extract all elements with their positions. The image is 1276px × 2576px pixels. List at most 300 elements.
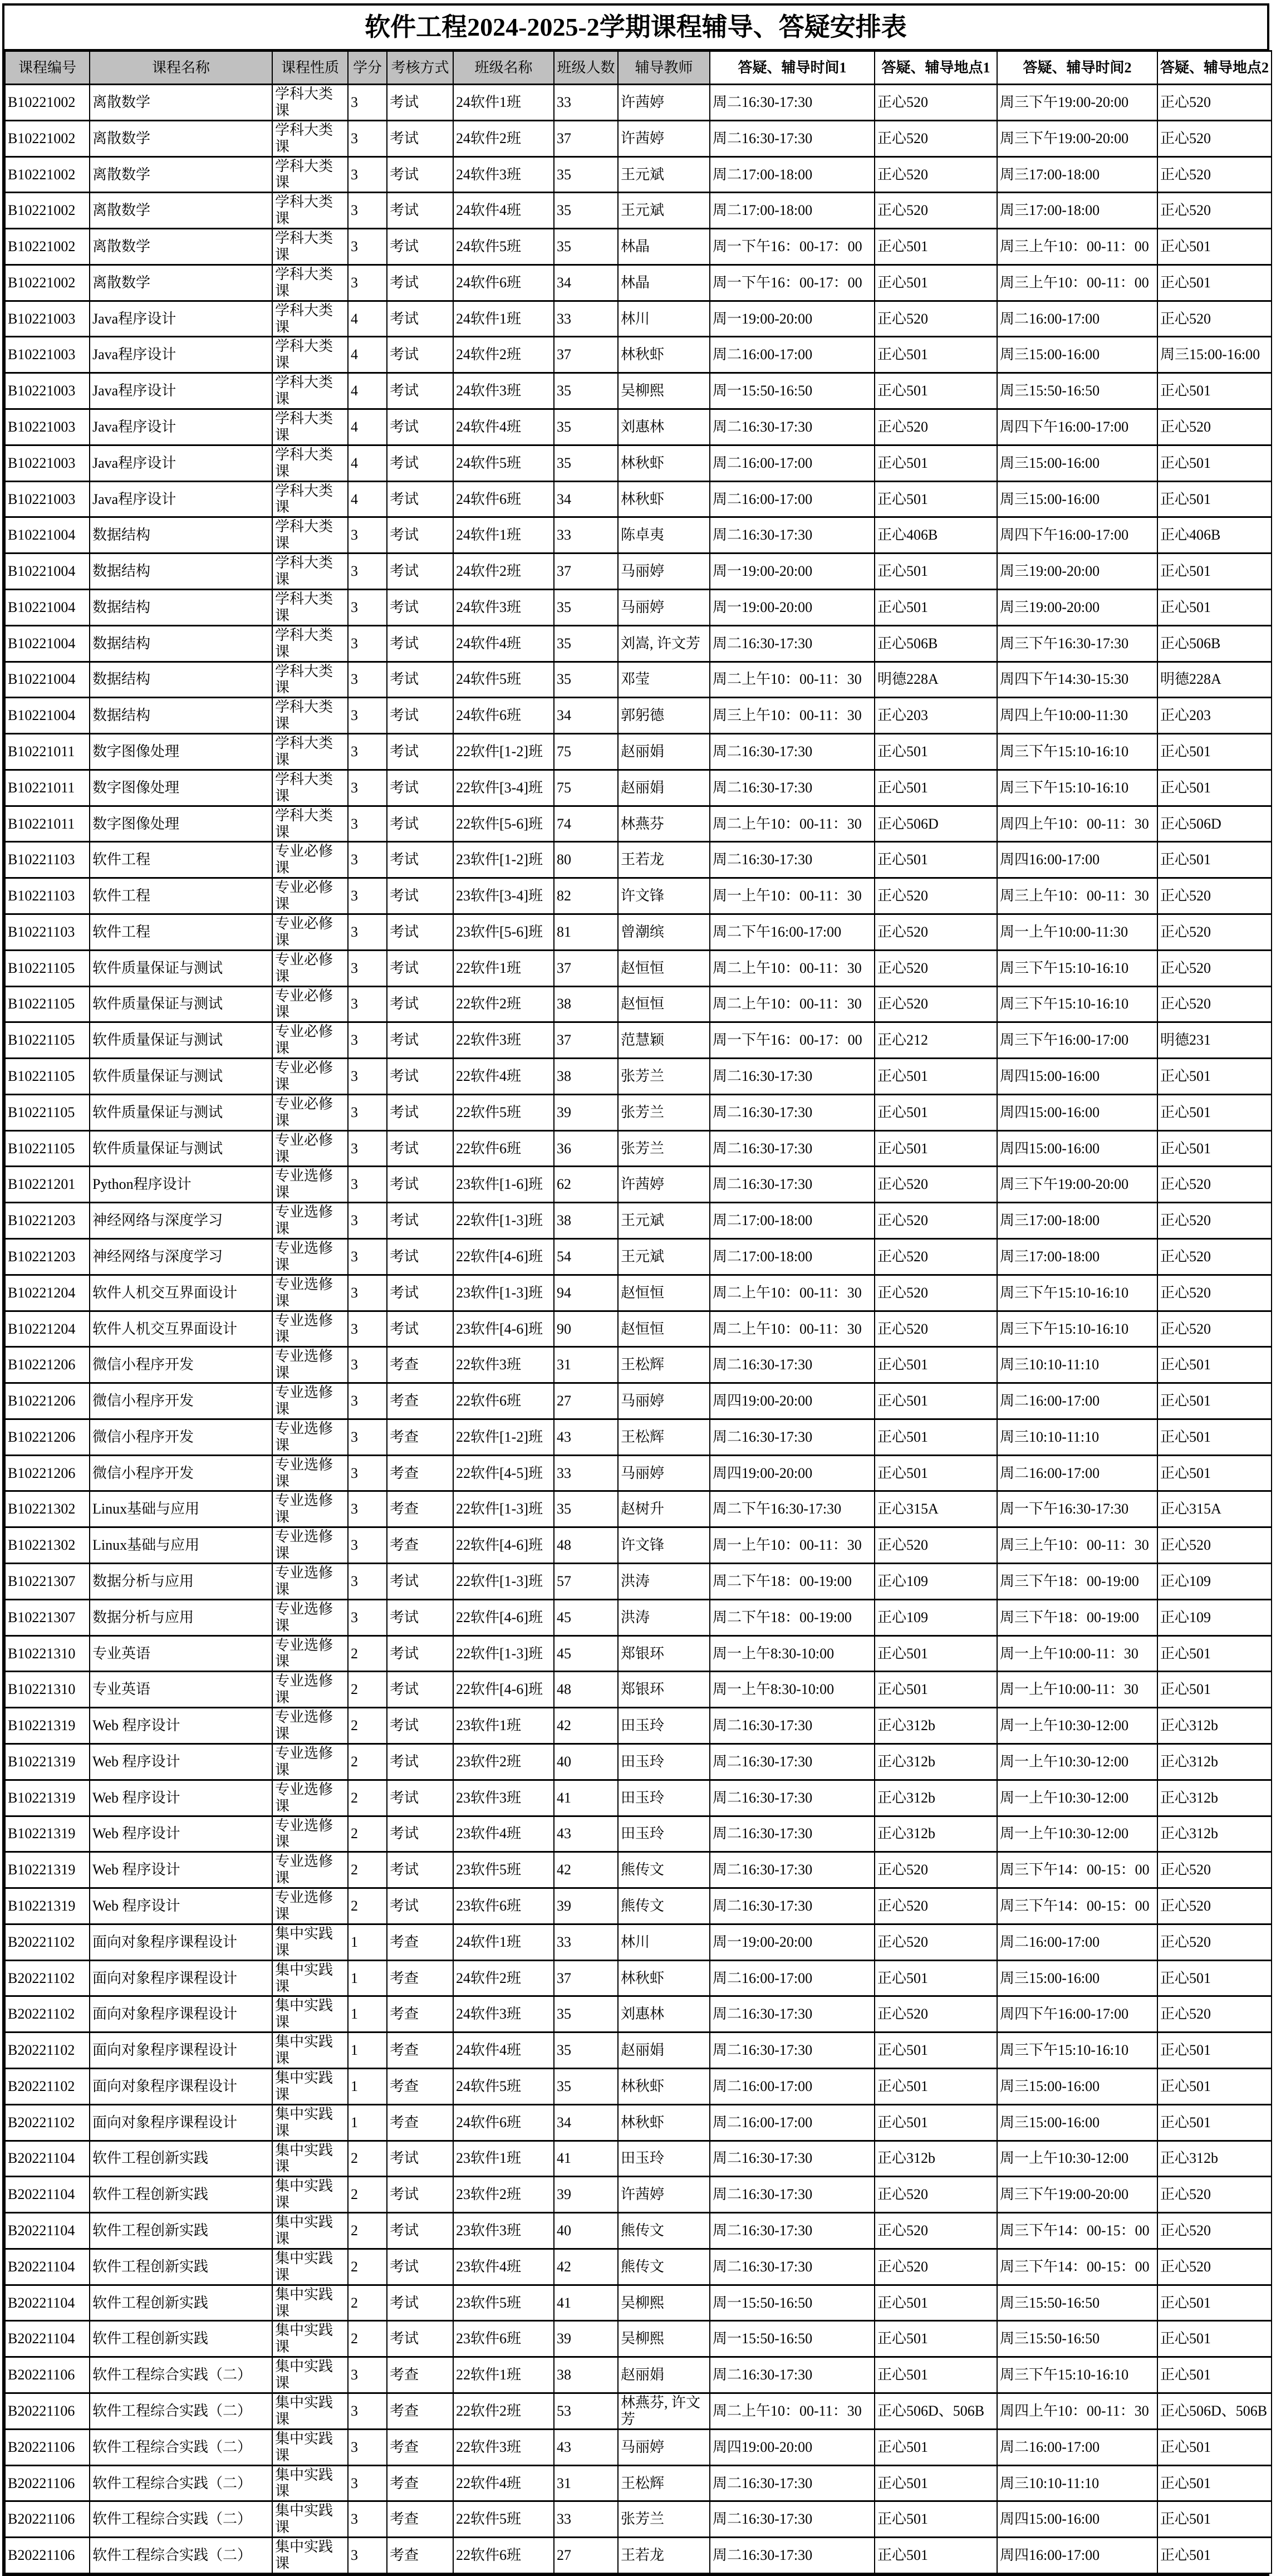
cell: 1 <box>348 1960 387 1996</box>
cell: 专业必修课 <box>272 1130 348 1167</box>
cell: 22软件4班 <box>453 2465 554 2501</box>
cell: 周四16:00-17:00 <box>997 2538 1157 2573</box>
cell: 专业必修课 <box>272 1022 348 1059</box>
cell: 周三17:00-18:00 <box>997 193 1157 229</box>
cell: B10221204 <box>5 1275 90 1311</box>
cell: 洪涛 <box>618 1564 710 1600</box>
cell: 周二16:30-17:30 <box>710 770 875 806</box>
cell: 考试 <box>387 1564 453 1600</box>
cell: 周二16:30-17:30 <box>710 2141 875 2177</box>
cell: 周二16:30-17:30 <box>710 1888 875 1924</box>
cell: 离散数学 <box>90 156 272 193</box>
cell: 3 <box>348 1094 387 1130</box>
cell: B10221302 <box>5 1491 90 1527</box>
cell: 正心501 <box>875 1960 997 1996</box>
cell: 22软件[1-3]班 <box>453 1203 554 1239</box>
cell: 林秋虾 <box>618 1960 710 1996</box>
cell: 24软件6班 <box>453 481 554 517</box>
cell: 考查 <box>387 2393 453 2430</box>
cell: 24软件4班 <box>453 625 554 662</box>
cell: 正心520 <box>875 301 997 337</box>
cell: 38 <box>554 1203 618 1239</box>
table-row <box>5 2501 1272 2538</box>
cell: 专业选修课 <box>272 1635 348 1672</box>
table-row <box>5 301 1272 337</box>
cell: 23软件[1-2]班 <box>453 842 554 878</box>
cell: 集中实践课 <box>272 2357 348 2393</box>
cell: 3 <box>348 2538 387 2573</box>
cell: 周一上午8:30-10:00 <box>710 1672 875 1708</box>
cell: B10221203 <box>5 1239 90 1275</box>
cell: 考试 <box>387 1311 453 1347</box>
cell: 2 <box>348 1780 387 1816</box>
table-row <box>5 193 1272 229</box>
cell: 23软件2班 <box>453 2177 554 2213</box>
cell: 专业必修课 <box>272 1094 348 1130</box>
cell: 集中实践课 <box>272 2501 348 2538</box>
cell: 周一15:50-16:50 <box>710 2321 875 2357</box>
cell: 1 <box>348 2033 387 2069</box>
cell: B20221102 <box>5 1960 90 1996</box>
cell: 正心501 <box>1157 2501 1272 2538</box>
cell: 正心312b <box>875 1708 997 1744</box>
cell: 35 <box>554 2068 618 2104</box>
cell: 周三下午14：00-15：00 <box>997 2213 1157 2249</box>
cell: 22软件2班 <box>453 986 554 1022</box>
cell: 39 <box>554 1094 618 1130</box>
table-row <box>5 842 1272 878</box>
cell: 考试 <box>387 1780 453 1816</box>
cell: 3 <box>348 1491 387 1527</box>
cell: 考试 <box>387 1167 453 1203</box>
cell: 80 <box>554 842 618 878</box>
cell: 周三17:00-18:00 <box>997 1239 1157 1275</box>
cell: 24软件2班 <box>453 1960 554 1996</box>
cell: 考试 <box>387 698 453 734</box>
table-row <box>5 914 1272 950</box>
cell: B10221002 <box>5 229 90 265</box>
table-row <box>5 589 1272 625</box>
cell: 周三上午10：00-11：30 <box>997 878 1157 914</box>
cell: 周四15:00-16:00 <box>997 1130 1157 1167</box>
table-row <box>5 2357 1272 2393</box>
table-row <box>5 265 1272 301</box>
cell: 81 <box>554 914 618 950</box>
cell: 专业选修课 <box>272 1167 348 1203</box>
column-header: 答疑、辅导地点1 <box>875 51 997 85</box>
cell: 周二16:30-17:30 <box>710 2213 875 2249</box>
table-row <box>5 2104 1272 2141</box>
cell: 微信小程序开发 <box>90 1419 272 1455</box>
cell: 正心501 <box>875 229 997 265</box>
cell: 正心520 <box>1157 2213 1272 2249</box>
table-row <box>5 1130 1272 1167</box>
cell: 正心520 <box>875 878 997 914</box>
table-row <box>5 409 1272 445</box>
cell: Java程序设计 <box>90 373 272 409</box>
cell: 专业选修课 <box>272 1311 348 1347</box>
cell: 软件质量保证与测试 <box>90 986 272 1022</box>
cell: 考试 <box>387 1094 453 1130</box>
cell: 23软件6班 <box>453 1888 554 1924</box>
cell: 正心501 <box>875 265 997 301</box>
cell: 周二16:30-17:30 <box>710 1059 875 1095</box>
cell: 学科大类课 <box>272 554 348 590</box>
cell: 软件工程创新实践 <box>90 2285 272 2321</box>
cell: 周一15:50-16:50 <box>710 373 875 409</box>
cell: 面向对象程序课程设计 <box>90 2068 272 2104</box>
cell: 周三15:50-16:50 <box>997 2321 1157 2357</box>
cell: 明德228A <box>875 662 997 698</box>
cell: 正心501 <box>875 1455 997 1491</box>
cell: 考试 <box>387 1059 453 1095</box>
cell: 正心501 <box>875 1130 997 1167</box>
cell: B10221004 <box>5 625 90 662</box>
cell: 数字图像处理 <box>90 770 272 806</box>
table-row <box>5 1888 1272 1924</box>
cell: 周三下午16:00-17:00 <box>997 1022 1157 1059</box>
cell: 周二16:30-17:30 <box>710 2465 875 2501</box>
cell: 田玉玲 <box>618 1744 710 1780</box>
cell: 周四15:00-16:00 <box>997 1094 1157 1130</box>
cell: 正心501 <box>1157 2033 1272 2069</box>
cell: 22软件3班 <box>453 1347 554 1383</box>
cell: 数据结构 <box>90 517 272 554</box>
cell: 神经网络与深度学习 <box>90 1203 272 1239</box>
cell: B10221319 <box>5 1816 90 1852</box>
table-row <box>5 1275 1272 1311</box>
table-row <box>5 1816 1272 1852</box>
cell: 考试 <box>387 589 453 625</box>
cell: 周三19:00-20:00 <box>997 554 1157 590</box>
cell: 正心520 <box>875 950 997 986</box>
cell: 专业选修课 <box>272 1888 348 1924</box>
cell: 35 <box>554 409 618 445</box>
cell: 23软件6班 <box>453 2321 554 2357</box>
cell: 正心501 <box>1157 554 1272 590</box>
cell: 王松辉 <box>618 1347 710 1383</box>
cell: 周二16:30-17:30 <box>710 1744 875 1780</box>
cell: 4 <box>348 445 387 481</box>
cell: 学科大类课 <box>272 409 348 445</box>
cell: 软件人机交互界面设计 <box>90 1311 272 1347</box>
cell: 许茜婷 <box>618 1167 710 1203</box>
cell: 正心501 <box>1157 734 1272 770</box>
cell: 正心520 <box>875 1167 997 1203</box>
cell: 范慧颖 <box>618 1022 710 1059</box>
cell: 22软件3班 <box>453 2429 554 2465</box>
cell: 周二16:30-17:30 <box>710 1167 875 1203</box>
cell: 周一上午10:00-11:30 <box>997 914 1157 950</box>
cell: 软件工程综合实践（二） <box>90 2357 272 2393</box>
cell: 考试 <box>387 2321 453 2357</box>
column-header: 学分 <box>348 51 387 85</box>
cell: 正心312b <box>1157 1780 1272 1816</box>
cell: 22软件1班 <box>453 950 554 986</box>
cell: 考试 <box>387 914 453 950</box>
cell: 正心109 <box>1157 1564 1272 1600</box>
cell: 22软件5班 <box>453 1094 554 1130</box>
cell: 周二16:00-17:00 <box>710 2068 875 2104</box>
cell: 24软件1班 <box>453 1924 554 1960</box>
cell: 考试 <box>387 986 453 1022</box>
cell: 22软件5班 <box>453 2501 554 2538</box>
cell: 周二16:30-17:30 <box>710 1996 875 2033</box>
cell: 周三下午15:10-16:10 <box>997 2357 1157 2393</box>
cell: 37 <box>554 554 618 590</box>
cell: 周二下午16:30-17:30 <box>710 1491 875 1527</box>
cell: 林秋虾 <box>618 2104 710 2141</box>
cell: 正心501 <box>875 1094 997 1130</box>
cell: 54 <box>554 1239 618 1275</box>
cell: 正心501 <box>875 1059 997 1095</box>
cell: 周二16:30-17:30 <box>710 1130 875 1167</box>
cell: 软件工程 <box>90 914 272 950</box>
table-row <box>5 2321 1272 2357</box>
cell: 周二16:30-17:30 <box>710 1816 875 1852</box>
cell: B10221103 <box>5 914 90 950</box>
cell: 考试 <box>387 1203 453 1239</box>
cell: 24软件2班 <box>453 337 554 373</box>
cell: 田玉玲 <box>618 1816 710 1852</box>
cell: 正心520 <box>875 85 997 121</box>
cell: 周二16:30-17:30 <box>710 2501 875 2538</box>
cell: 学科大类课 <box>272 625 348 662</box>
cell: 专业英语 <box>90 1672 272 1708</box>
cell: 考试 <box>387 770 453 806</box>
table-row <box>5 156 1272 193</box>
table-row <box>5 2249 1272 2285</box>
cell: 34 <box>554 698 618 734</box>
cell: 40 <box>554 2213 618 2249</box>
cell: 集中实践课 <box>272 2141 348 2177</box>
cell: 周三10:10-11:10 <box>997 1419 1157 1455</box>
cell: 周三下午19:00-20:00 <box>997 85 1157 121</box>
cell: 软件工程创新实践 <box>90 2213 272 2249</box>
cell: 3 <box>348 986 387 1022</box>
cell: 周一19:00-20:00 <box>710 301 875 337</box>
cell: 考查 <box>387 1960 453 1996</box>
cell: B10221003 <box>5 409 90 445</box>
cell: 3 <box>348 1022 387 1059</box>
cell: 正心501 <box>1157 842 1272 878</box>
cell: 23软件[5-6]班 <box>453 914 554 950</box>
cell: 35 <box>554 625 618 662</box>
cell: 23软件1班 <box>453 2141 554 2177</box>
cell: Web 程序设计 <box>90 1744 272 1780</box>
cell: 考查 <box>387 1996 453 2033</box>
cell: B10221319 <box>5 1744 90 1780</box>
cell: 考查 <box>387 1527 453 1564</box>
cell: 3 <box>348 2465 387 2501</box>
table-row <box>5 337 1272 373</box>
cell: 22软件[5-6]班 <box>453 806 554 842</box>
cell: 考试 <box>387 1599 453 1635</box>
cell: 林燕芬, 许文芳 <box>618 2393 710 2430</box>
cell: 考查 <box>387 1924 453 1960</box>
cell: 考试 <box>387 878 453 914</box>
cell: 考试 <box>387 120 453 156</box>
cell: 3 <box>348 1059 387 1095</box>
cell: 正心501 <box>1157 1672 1272 1708</box>
cell: 林晶 <box>618 265 710 301</box>
cell: 正心520 <box>1157 1311 1272 1347</box>
cell: 周三下午15:10-16:10 <box>997 986 1157 1022</box>
cell: 39 <box>554 2177 618 2213</box>
table-row <box>5 1744 1272 1780</box>
table-row <box>5 1203 1272 1239</box>
cell: B20221102 <box>5 2104 90 2141</box>
cell: 正心501 <box>875 2501 997 2538</box>
table-row <box>5 2538 1272 2573</box>
cell: Web 程序设计 <box>90 1708 272 1744</box>
cell: 数字图像处理 <box>90 806 272 842</box>
table-row <box>5 1852 1272 1888</box>
cell: 离散数学 <box>90 265 272 301</box>
cell: 周一下午16：00-17：00 <box>710 229 875 265</box>
cell: 周二16:30-17:30 <box>710 517 875 554</box>
cell: 周一下午16：00-17：00 <box>710 1022 875 1059</box>
cell: 学科大类课 <box>272 85 348 121</box>
cell: 周二上午10：00-11：30 <box>710 662 875 698</box>
cell: 正心312b <box>1157 2141 1272 2177</box>
cell: 43 <box>554 1419 618 1455</box>
cell: B20221106 <box>5 2501 90 2538</box>
cell: 周二上午10：00-11：30 <box>710 806 875 842</box>
cell: 考试 <box>387 229 453 265</box>
cell: 37 <box>554 1960 618 1996</box>
cell: 周三15:00-16:00 <box>997 2068 1157 2104</box>
cell: 94 <box>554 1275 618 1311</box>
cell: 正心520 <box>1157 1275 1272 1311</box>
cell: B10221307 <box>5 1599 90 1635</box>
cell: 正心315A <box>875 1491 997 1527</box>
cell: 正心520 <box>1157 1167 1272 1203</box>
cell: 正心501 <box>875 2033 997 2069</box>
cell: 3 <box>348 1239 387 1275</box>
cell: 考试 <box>387 1672 453 1708</box>
cell: B10221206 <box>5 1347 90 1383</box>
cell: 正心501 <box>1157 445 1272 481</box>
cell: B10221105 <box>5 950 90 986</box>
cell: 考查 <box>387 1455 453 1491</box>
cell: 赵丽娟 <box>618 734 710 770</box>
cell: 23软件2班 <box>453 1744 554 1780</box>
cell: 正心203 <box>1157 698 1272 734</box>
cell: 考试 <box>387 2249 453 2285</box>
cell: 正心501 <box>1157 770 1272 806</box>
cell: 学科大类课 <box>272 806 348 842</box>
cell: 正心520 <box>875 1275 997 1311</box>
cell: B20221102 <box>5 1924 90 1960</box>
cell: 正心501 <box>875 337 997 373</box>
cell: 正心520 <box>1157 950 1272 986</box>
cell: 专业必修课 <box>272 914 348 950</box>
cell: 22软件[4-5]班 <box>453 1455 554 1491</box>
cell: 3 <box>348 2357 387 2393</box>
cell: 学科大类课 <box>272 662 348 698</box>
table-row <box>5 734 1272 770</box>
cell: 林川 <box>618 301 710 337</box>
cell: 周三15:00-16:00 <box>997 481 1157 517</box>
cell: Web 程序设计 <box>90 1816 272 1852</box>
cell: 24软件6班 <box>453 698 554 734</box>
cell: 正心501 <box>875 445 997 481</box>
cell: 林秋虾 <box>618 445 710 481</box>
cell: 周二16:30-17:30 <box>710 2177 875 2213</box>
cell: 张芳兰 <box>618 2501 710 2538</box>
cell: 专业必修课 <box>272 1059 348 1095</box>
cell: 数据分析与应用 <box>90 1599 272 1635</box>
cell: B10221011 <box>5 770 90 806</box>
cell: 周三15:00-16:00 <box>997 337 1157 373</box>
cell: 集中实践课 <box>272 1996 348 2033</box>
cell: 周三上午10：00-11：30 <box>710 698 875 734</box>
cell: 23软件3班 <box>453 1780 554 1816</box>
cell: 3 <box>348 698 387 734</box>
cell: 周二16:00-17:00 <box>997 1383 1157 1419</box>
table-row <box>5 1022 1272 1059</box>
cell: 周二17:00-18:00 <box>710 156 875 193</box>
cell: 3 <box>348 1564 387 1600</box>
cell: 周二16:00-17:00 <box>710 1960 875 1996</box>
cell: 正心520 <box>1157 1852 1272 1888</box>
cell: 考试 <box>387 1744 453 1780</box>
cell: 3 <box>348 625 387 662</box>
cell: 33 <box>554 1924 618 1960</box>
cell: 集中实践课 <box>272 2177 348 2213</box>
cell: 神经网络与深度学习 <box>90 1239 272 1275</box>
cell: 软件工程创新实践 <box>90 2249 272 2285</box>
cell: 王若龙 <box>618 2538 710 2573</box>
cell: 许茜婷 <box>618 120 710 156</box>
cell: 软件质量保证与测试 <box>90 1094 272 1130</box>
cell: 正心501 <box>1157 265 1272 301</box>
cell: 4 <box>348 409 387 445</box>
column-header: 答疑、辅导时间1 <box>710 51 875 85</box>
cell: 33 <box>554 2501 618 2538</box>
table-row <box>5 2465 1272 2501</box>
cell: 57 <box>554 1564 618 1600</box>
table-row <box>5 1059 1272 1095</box>
column-header: 答疑、辅导地点2 <box>1157 51 1272 85</box>
cell: 周一上午10：00-11：30 <box>710 878 875 914</box>
cell: B20221104 <box>5 2177 90 2213</box>
cell: B10221307 <box>5 1564 90 1600</box>
cell: 赵恒恒 <box>618 950 710 986</box>
cell: 专业必修课 <box>272 986 348 1022</box>
cell: 3 <box>348 1383 387 1419</box>
cell: 正心109 <box>875 1599 997 1635</box>
cell: 正心506D <box>1157 806 1272 842</box>
cell: 微信小程序开发 <box>90 1347 272 1383</box>
cell: 22软件[1-3]班 <box>453 1491 554 1527</box>
cell: 3 <box>348 806 387 842</box>
cell: 考试 <box>387 265 453 301</box>
cell: 王元斌 <box>618 156 710 193</box>
cell: 周四下午16:00-17:00 <box>997 1996 1157 2033</box>
cell: 3 <box>348 1130 387 1167</box>
cell: 周四上午10：00-11：30 <box>997 2393 1157 2430</box>
cell: 正心520 <box>1157 156 1272 193</box>
cell: 学科大类课 <box>272 770 348 806</box>
cell: 周二16:00-17:00 <box>710 481 875 517</box>
cell: 熊传文 <box>618 2249 710 2285</box>
cell: 周二17:00-18:00 <box>710 193 875 229</box>
cell: 正心520 <box>875 409 997 445</box>
cell: 正心520 <box>1157 1924 1272 1960</box>
cell: 王元斌 <box>618 1203 710 1239</box>
